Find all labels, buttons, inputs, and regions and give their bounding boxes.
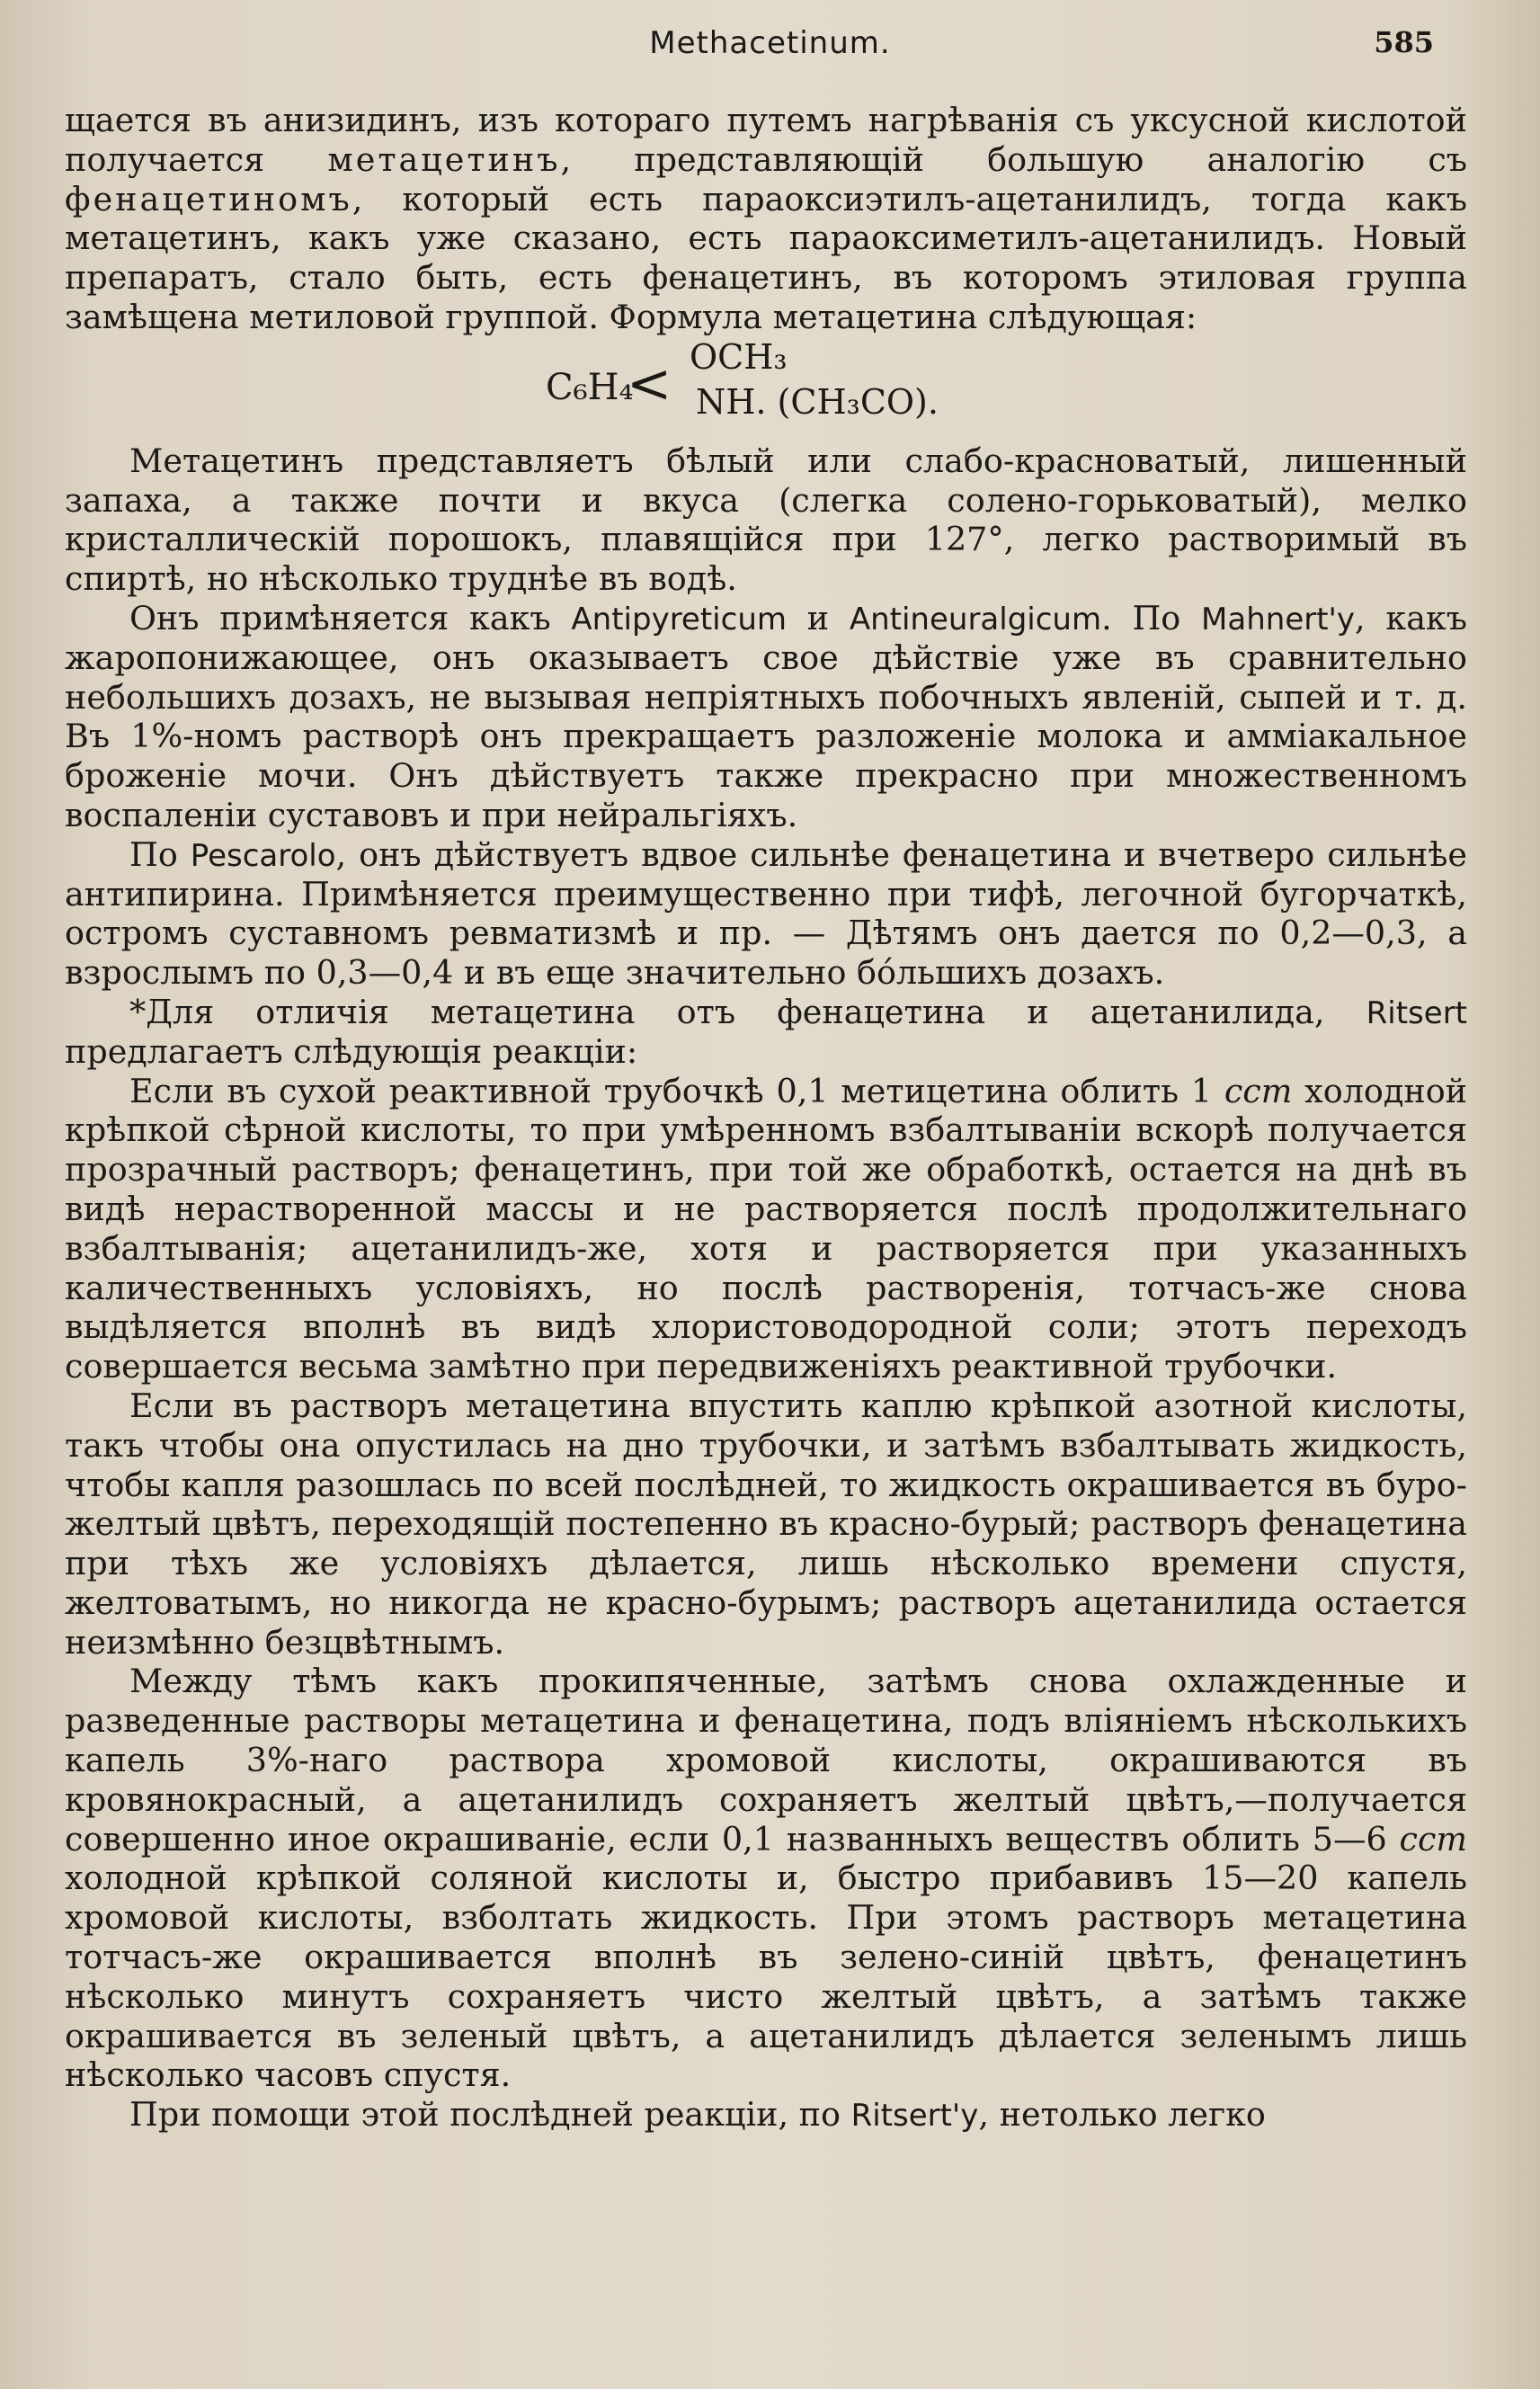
page-header bbox=[0, 20, 1540, 65]
p3-text-c: . По bbox=[1101, 598, 1202, 637]
formula-upper-group: OCH₃ bbox=[690, 336, 788, 377]
p4-author: Pescarolo bbox=[190, 837, 336, 874]
p5-text-a: *Для отличія метацетина отъ фенацетина и ацетанилида, bbox=[129, 992, 1366, 1031]
p8-text-b: холодной крѣпкой соляной кислоты и, быстро прибавивъ 15—20 капель хромовой кислоты, взболтать жидкость. При этомъ растворъ метацетина тотчасъ-же окрашивается вполнѣ въ зелено-синій цвѣтъ, фенацетинъ нѣсколько минутъ сохраняетъ чисто желтый цвѣтъ, а затѣмъ также окрашивается въ зеленый цвѣтъ, а ацетанилидъ дѣлается зеленымъ лишь нѣсколько часовъ спустя. bbox=[65, 1859, 1467, 2095]
running-title: Methacetinum. bbox=[649, 25, 891, 61]
paragraph-6 bbox=[65, 1072, 1467, 1386]
p4-text-a: По bbox=[129, 834, 191, 874]
p9-text-a: При помощи этой послѣдней реакціи, по bbox=[129, 2095, 851, 2135]
paragraph-3 bbox=[65, 599, 1467, 835]
p1-text-a: щается въ анизидинъ, изъ котораго путемъ нагрѣванія съ уксусной кислотой получается bbox=[65, 101, 1467, 179]
p3-author: Mahnert'у bbox=[1201, 601, 1356, 637]
p1-text-b: , представляющій большую аналогію съ bbox=[560, 139, 1467, 179]
p4-text-b: , онъ дѣйствуетъ вдвое сильнѣе фенацетина и вчетверо сильнѣе антипирина. Примѣняется преимущественно при тифѣ, легочной бугорчаткѣ, остромъ суставномъ ревматизмѣ и пр. — Дѣтямъ онъ дается по 0,2—0,3, а взрослымъ по 0,3—0,4 и въ еще значительно бóльшихъ дозахъ. bbox=[65, 834, 1467, 993]
p1-text-c: , который есть параоксиэтилъ-ацетанилидъ, тогда какъ метацетинъ, какъ уже сказано, есть параоксиметилъ-ацетанилидъ. Новый препаратъ, стало быть, есть фенацетинъ, въ которомъ этиловая группа замѣщена метиловой группой. Формула метацетина слѣдующая: bbox=[65, 179, 1467, 336]
p6-text-b: холодной крѣпкой сѣрной кислоты, то при умѣренномъ взбалтываніи вскорѣ получается прозрачный растворъ; фенацетинъ, при той же обработкѣ, остается на днѣ въ видѣ нерастворенной массы и не растворяется послѣ продолжительнаго взбалтыванія; ацетанилидъ-же, хотя и растворяется при указанныхъ каличественныхъ условіяхъ, но послѣ растворенія, тотчасъ-же снова выдѣляется вполнѣ въ видѣ хлористоводородной соли; этотъ переходъ совершается весьма замѣтно при передвиженіяхъ реактивной трубочки. bbox=[65, 1071, 1468, 1386]
formula-lower-group: NH. (CH₃CO). bbox=[696, 381, 939, 422]
chemical-formula bbox=[65, 336, 1467, 432]
p1-spaced-name-1: метацетинъ bbox=[327, 139, 561, 179]
paragraph-7: Если въ растворъ метацетина впустить каплю крѣпкой азотной кислоты, такъ чтобы она опустилась на дно трубочки, и затѣмъ взбалтывать жидкость, чтобы капля разошлась по всей послѣдней, то жидкость окрашивается въ буро-желтый цвѣтъ, переходящій постепенно въ красно-бурый; растворъ фенацетина при тѣхъ же условіяхъ дѣлается, лишь нѣсколько времени спустя, желтоватымъ, но никогда не красно-бурымъ; растворъ ацетанилида остается неизмѣнно безцвѣтнымъ. bbox=[65, 1386, 1467, 1662]
page-number: 585 bbox=[1374, 25, 1434, 59]
p6-unit: ccm bbox=[1224, 1071, 1293, 1110]
paragraph-1 bbox=[65, 101, 1467, 337]
paragraph-8 bbox=[65, 1662, 1467, 2095]
p5-text-b: предлагаетъ слѣдующія реакціи: bbox=[65, 1031, 638, 1071]
p3-term-antipyreticum: Antipyreticum bbox=[571, 601, 787, 637]
paragraph-9 bbox=[65, 2095, 1467, 2135]
p3-term-antineuralgicum: Antineuralgicum bbox=[849, 601, 1102, 637]
p9-text-b: , нетолько легко bbox=[978, 2095, 1266, 2135]
paragraph-5 bbox=[65, 993, 1467, 1072]
formula-base: C₆H₄ bbox=[546, 366, 634, 408]
paragraph-2: Метацетинъ представляетъ бѣлый или слабо-красноватый, лишенный запаха, а также почти и вкуса (слегка солено-горьковатый), мелко кристаллическій порошокъ, плавящійся при 127°, легко растворимый въ спиртѣ, но нѣсколько труднѣе въ водѣ. bbox=[65, 441, 1467, 599]
p9-author: Ritsert'у bbox=[850, 2098, 979, 2135]
p3-text-a: Онъ примѣняется какъ bbox=[129, 598, 572, 637]
paragraph-4 bbox=[65, 835, 1467, 993]
formula-bracket: < bbox=[627, 352, 672, 415]
p8-unit: ccm bbox=[1399, 1819, 1467, 1859]
p8-text-a: Между тѣмъ какъ прокипяченные, затѣмъ снова охлажденные и разведенные растворы метацетина и фенацетина, подъ вліяніемъ нѣсколькихъ капель 3%-наго раствора хромовой кислоты, окрашиваются въ кровянокрасный, а ацетанилидъ сохраняетъ желтый цвѣтъ,—получается совершенно иное окрашиваніе, если 0,1 названныхъ веществъ облить 5—6 bbox=[65, 1662, 1467, 1859]
article-body bbox=[65, 101, 1467, 2135]
p6-text-a: Если въ сухой реактивной трубочкѣ 0,1 метицетина облить 1 bbox=[129, 1071, 1224, 1110]
p3-text-d: , какъ жаропонижающее, онъ оказываетъ свое дѣйствіе уже въ сравнительно небольшихъ дозахъ, не вызывая непріятныхъ побочныхъ явленій, сыпей и т. д. Въ 1%-номъ растворѣ онъ прекращаетъ разложеніе молока и аммiакальное броженіе мочи. Онъ дѣйствуетъ также прекрасно при множественномъ воспаленіи суставовъ и при нейральгіяхъ. bbox=[65, 598, 1467, 834]
p3-text-b: и bbox=[786, 598, 850, 637]
p5-author: Ritsert bbox=[1366, 994, 1467, 1031]
p1-spaced-name-2: фенацетиномъ bbox=[65, 179, 352, 218]
